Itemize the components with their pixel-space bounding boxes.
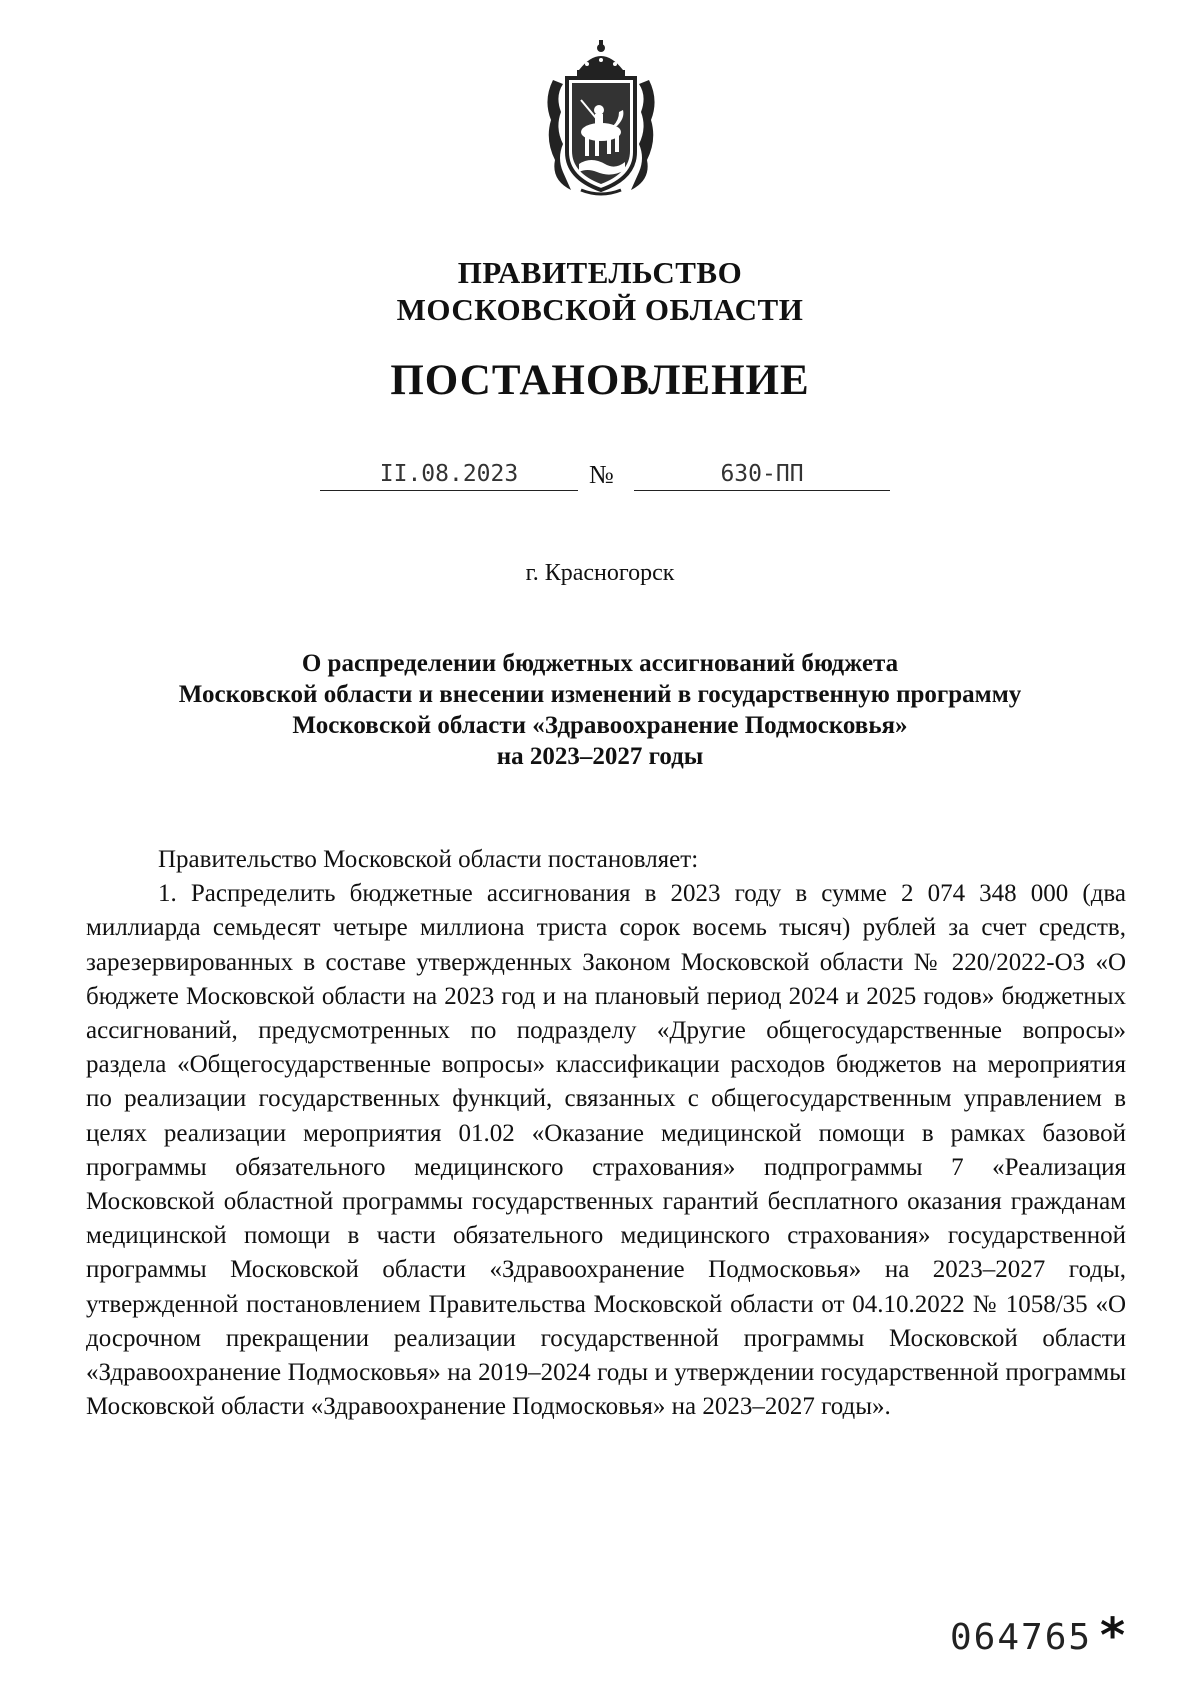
document-type-heading: ПОСТАНОВЛЕНИЕ: [390, 357, 810, 404]
document-title: [120, 648, 1080, 772]
title-line: Московской области и внесении изменений в государственную программу: [178, 681, 1022, 708]
coat-of-arms-emblem: [541, 40, 661, 200]
title-line: на 2023–2027 годы: [496, 743, 704, 770]
title-line: Московской области «Здравоохранение Подмосковья»: [292, 712, 908, 739]
document-body: [86, 843, 1126, 1424]
body-intro: Правительство Московской области постановляет:: [158, 846, 699, 873]
organization-name-line1: ПРАВИТЕЛЬСТВО: [457, 255, 743, 290]
title-line: О распределении бюджетных ассигнований бюджета: [301, 650, 899, 677]
body-paragraph-1: 1. Распределить бюджетные ассигнования в 2023 году в сумме 2 074 348 000 (два миллиарда семьдесят четыре миллиона триста сорок восемь тысяч) рублей за счет средств, зарезервированных в составе утвержденных Законом Московской области № 220/2022-ОЗ «О бюджете Московской области на 2023 год и на плановый период 2024 и 2025 годов» бюджетных ассигнований, предусмотренных по подразделу «Другие общегосударственные вопросы» раздела «Общегосударственные вопросы» классификации расходов бюджетов на мероприятия по реализации государственных функций, связанных с общегосударственным управлением в целях реализации мероприятия 01.02 «Оказание медицинской помощи в рамках базовой программы обязательного медицинского страхования» подпрограммы 7 «Реализация Московской областной программы государственных гарантий бесплатного оказания гражданам медицинской помощи в части обязательного медицинского страхования» государственной программы Московской области «Здравоохранение Подмосковья» на 2023–2027 годы, утвержденной постановлением Правительства Московской области от 04.10.2022 № 1058/35 «О досрочном прекращении реализации государственной программы Московской области «Здравоохранение Подмосковья» на 2019–2024 годы и утверждении государственной программы Московской области «Здравоохранение Подмосковья» на 2023–2027 годы».: [86, 880, 1126, 1421]
form-serial-number: 064765: [950, 1617, 1093, 1658]
document-date: II.08.2023: [320, 460, 578, 491]
organization-name-line2: МОСКОВСКОЙ ОБЛАСТИ: [396, 292, 804, 327]
crown-icon: [577, 40, 625, 76]
city-of-issue: г. Красногорск: [525, 560, 675, 586]
asterisk-mark: *: [1100, 1608, 1126, 1664]
number-sign: №: [589, 460, 614, 489]
document-number: 630-ПП: [634, 460, 890, 491]
